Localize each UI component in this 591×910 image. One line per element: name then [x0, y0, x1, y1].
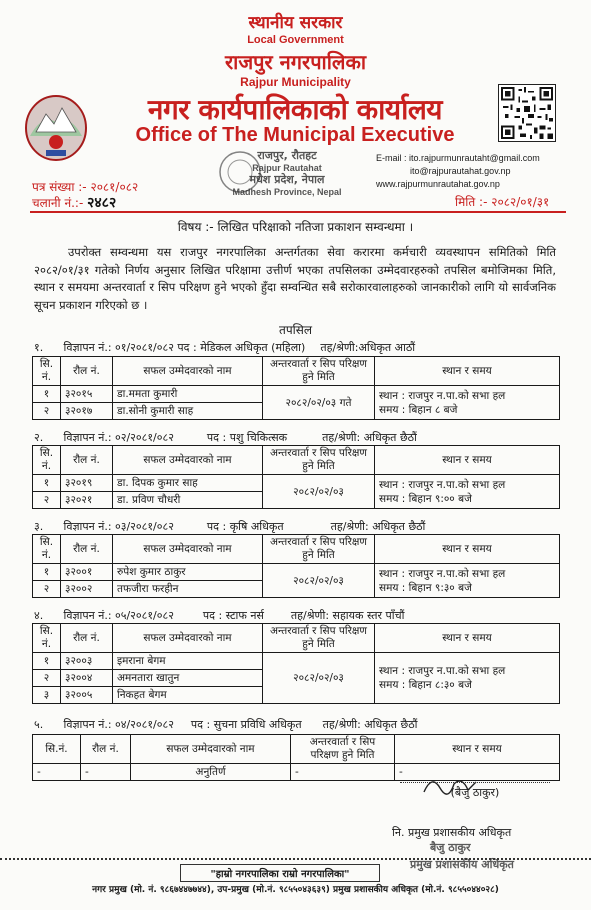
section-2-title	[34, 430, 417, 445]
cell-sn: २	[33, 581, 61, 598]
section-3-title	[34, 519, 425, 534]
table-header-row	[33, 446, 560, 475]
col-name: सफल उम्मेदवारको नाम	[113, 535, 263, 564]
col-roll: रौल नं.	[61, 357, 113, 386]
cell-roll: ३२०१५	[61, 386, 113, 403]
col-name: सफल उम्मेदवारको नाम	[113, 357, 263, 386]
qr-code-icon	[498, 84, 556, 142]
place-text: स्थान : राजपुर न.पा.को सभा हल	[379, 389, 506, 402]
col-roll: रौल नं.	[61, 624, 113, 653]
cell-name: निकहत बेगम	[113, 687, 263, 704]
section-2-pad: पद : पशु चिकित्सक	[206, 431, 288, 444]
table-row	[33, 653, 560, 670]
stamp-line-2: Rajpur Rautahat	[252, 163, 322, 173]
section-2-table	[32, 445, 560, 509]
section-5-taha: तह/श्रेणी: अधिकृत छैठौं	[322, 718, 418, 731]
col-place-time: स्थान र समय	[375, 446, 560, 475]
col-sn: सि. नं.	[33, 535, 61, 564]
cell-roll: ३२००३	[61, 653, 113, 670]
section-5-no: ५.	[34, 718, 44, 731]
table-row	[33, 475, 560, 492]
section-5-title	[34, 717, 417, 732]
letter-date: मिति :- २०८२/०१/३१	[455, 195, 550, 209]
time-text: समय : बिहान ९:३० बजे	[379, 581, 472, 594]
cell-place-time	[375, 386, 560, 420]
stamp-line-1: राजपुर, रौतहट	[257, 149, 317, 162]
chalani-number	[32, 193, 116, 212]
municipality-np: राजपुर नगरपालिका	[224, 50, 367, 74]
email-text: E-mail : ito.rajpurmunrautaht@gmail.com	[376, 153, 540, 163]
section-4-no: ४.	[34, 609, 44, 622]
cell-place-time	[375, 564, 560, 598]
footer-contacts: नगर प्रमुख (मो. नं. ९८६७४४७७४४), उप-प्रमुख (मो.नं. ९८५५०४३६३९) प्रमुख प्रशासकीय अधिकृत (मो.नं. ९८५५०४४०२८)	[92, 885, 499, 895]
cell-name: डा.ममता कुमारी	[113, 386, 263, 403]
cell-name: डा. दिपक कुमार साह	[113, 475, 263, 492]
cell-roll: ३२०१९	[61, 475, 113, 492]
cell-interview-date: २०८२/०२/०३ गते	[263, 386, 375, 420]
cell-name: डा. प्रविण चौधरी	[113, 492, 263, 509]
stamp-line-4: Madhesh Province, Nepal	[232, 187, 342, 197]
office-title-np: नगर कार्यपालिकाको कार्यालय	[147, 93, 443, 126]
table-header-row	[33, 735, 560, 764]
table-header-row	[33, 357, 560, 386]
local-government-en: Local Government	[247, 34, 344, 46]
section-5-vigyapan: विज्ञापन नं.: ०४/२०८१/०८२	[63, 718, 174, 731]
place-text: स्थान : राजपुर न.पा.को सभा हल	[379, 665, 506, 677]
col-interview: अन्तरवार्ता र सिप परिक्षण हुने मिति	[263, 535, 375, 564]
cell-place-time	[375, 653, 560, 704]
section-1-pad: पद : मेडिकल अधिकृत (महिला)	[177, 341, 306, 354]
section-4-title	[34, 608, 404, 623]
section-3-table	[32, 534, 560, 598]
section-3-vigyapan: विज्ञापन नं.: ०३/२०८१/०८२	[63, 520, 174, 533]
stamp-text	[232, 150, 342, 198]
cell-name: रुपेश कुमार ठाकुर	[113, 564, 263, 581]
contact-block	[376, 152, 540, 191]
section-1-title	[34, 340, 415, 355]
cell-sn: १	[33, 386, 61, 403]
tapasil-heading: तपसिल	[278, 323, 312, 337]
col-interview: अन्तरवार्ता र सिप परिक्षण हुने मिति	[291, 735, 395, 764]
col-interview: अन्तरवार्ता र सिप परिक्षण हुने मिति	[263, 624, 375, 653]
col-place-time: स्थान र समय	[375, 357, 560, 386]
cell-sn: २	[33, 403, 61, 420]
section-4-table	[32, 623, 560, 704]
municipality-en: Rajpur Municipality	[240, 75, 351, 89]
cell-interview-date: २०८२/०२/०३	[263, 564, 375, 598]
signature-block	[390, 782, 560, 800]
cell-interview-date: २०८२/०२/०३	[263, 653, 375, 704]
col-sn: सि. नं.	[33, 446, 61, 475]
col-place-time: स्थान र समय	[395, 735, 560, 764]
cell-name: इमराना बेगम	[113, 653, 263, 670]
cell-roll: ३२००२	[61, 581, 113, 598]
section-1-no: १.	[34, 341, 44, 354]
section-5-pad: पद : सुचना प्रविधि अधिकृत	[190, 718, 302, 731]
section-5-table	[32, 734, 560, 781]
section-2-no: २.	[34, 431, 44, 444]
office-title-en: Office of The Municipal Executive	[135, 124, 455, 146]
col-name: सफल उम्मेदवारको नाम	[131, 735, 291, 764]
section-4-pad: पद : स्टाफ नर्स	[202, 609, 264, 622]
place-text: स्थान : राजपुर न.पा.को सभा हल	[379, 567, 506, 580]
col-sn: सि.नं.	[33, 735, 81, 764]
footer-motto: "हाम्रो नगरपालिका राम्रो नगरपालिका"	[180, 864, 380, 882]
cell-roll: -	[81, 764, 131, 781]
cell-sn: २	[33, 670, 61, 687]
col-sn: सि. नं.	[33, 624, 61, 653]
section-1-table	[32, 356, 560, 420]
cell-sn: -	[33, 764, 81, 781]
table-row	[33, 564, 560, 581]
cell-roll: ३२००५	[61, 687, 113, 704]
email2-text: ito@rajpurautahat.gov.np	[410, 166, 511, 176]
local-government-np: स्थानीय सरकार	[248, 13, 343, 33]
table-header-row	[33, 624, 560, 653]
signatory-title: नि. प्रमुख प्रशासकीय अधिकृत	[392, 826, 512, 839]
section-1-taha: तह/श्रेणी:अधिकृत आठौं	[320, 341, 416, 354]
col-roll: रौल नं.	[61, 446, 113, 475]
header-divider	[30, 211, 566, 213]
place-text: स्थान : राजपुर न.पा.को सभा हल	[379, 478, 506, 491]
patra-sankhya: पत्र संख्या :- २०८१/०८२	[32, 180, 139, 194]
time-text: समय : बिहान ८:३० बजे	[379, 679, 472, 691]
section-4-vigyapan: विज्ञापन नं.: ०५/२०८१/०८२	[63, 609, 174, 622]
cell-sn: २	[33, 492, 61, 509]
cell-name: डा.सोनी कुमारी साह	[113, 403, 263, 420]
col-interview: अन्तरवार्ता र सिप परिक्षण हुने मिति	[263, 357, 375, 386]
section-1-vigyapan: विज्ञापन नं.: ०१/२०८१/०८२	[63, 341, 174, 354]
signatory-name: (बैजु ठाकुर)	[450, 786, 500, 799]
col-place-time: स्थान र समय	[375, 624, 560, 653]
stamp-title: प्रमुख प्रशासकीय अधिकृत	[410, 858, 514, 871]
cell-sn: ३	[33, 687, 61, 704]
chalani-label: चलानी नं.:-	[32, 196, 84, 210]
section-2-vigyapan: विज्ञापन नं.: ०२/२०८१/०८२	[63, 431, 174, 444]
website-text: www.rajpurmunrautahat.gov.np	[376, 179, 500, 189]
body-paragraph: उपरोक्त सम्वन्धमा यस राजपुर नगरपालिका अन्तर्गतका सेवा करारमा कर्मचारी व्यवस्थापन समितिको मिति २०८२/०१/३१ गतेको निर्णय अनुसार लिखित परिक्षामा उत्तीर्ण भएका तपसिलका उम्मेदवारहरुको तपसिल बमोजिमका मिति, स्थान र समयमा अन्तरवार्ता र सिप परिक्षण हुने भएको हुँदा सम्वन्धित सबै सरोकारवालाहरुको जानकारीको लागि यो सार्वजनिक सूचन प्रकाशन गरिएको छ ।	[34, 245, 556, 312]
section-3-no: ३.	[34, 520, 44, 533]
col-place-time: स्थान र समय	[375, 535, 560, 564]
cell-interview-date: -	[291, 764, 395, 781]
cell-roll: ३२००४	[61, 670, 113, 687]
table-row	[33, 386, 560, 403]
cell-name: तफजीरा फरहीन	[113, 581, 263, 598]
cell-roll: ३२००१	[61, 564, 113, 581]
cell-roll: ३२०१७	[61, 403, 113, 420]
section-2-taha: तह/श्रेणी: अधिकृत छैठौं	[322, 431, 417, 444]
cell-sn: १	[33, 653, 61, 670]
chalani-value: २४८२	[87, 195, 117, 211]
cell-place-time	[375, 475, 560, 509]
table-header-row	[33, 535, 560, 564]
col-name: सफल उम्मेदवारको नाम	[113, 446, 263, 475]
time-text: समय : बिहान ९:०० बजे	[379, 492, 472, 505]
stamp-name: बैजु ठाकुर	[430, 841, 471, 854]
table-row	[33, 764, 560, 781]
col-roll: रौल नं.	[81, 735, 131, 764]
cell-sn: १	[33, 564, 61, 581]
cell-place-time: -	[395, 764, 560, 781]
time-text: समय : बिहान ८ बजे	[379, 403, 458, 416]
cell-interview-date: २०८२/०२/०३	[263, 475, 375, 509]
subject-line: विषय :- लिखित परिक्षाको नतिजा प्रकाशन सम्वन्धमा ।	[177, 220, 414, 234]
section-3-taha: तह/श्रेणी: अधिकृत छैठौं	[330, 520, 426, 533]
cell-name: अनुतिर्ण	[131, 764, 291, 781]
stamp-line-3: मधेश प्रदेश, नेपाल	[249, 173, 325, 186]
section-4-taha: तह/श्रेणी: सहायक स्तर पाँचौं	[290, 609, 405, 622]
col-sn: सि. नं.	[33, 357, 61, 386]
signature-line	[400, 782, 550, 783]
cell-name: अमनतारा खातुन	[113, 670, 263, 687]
col-name: सफल उम्मेदवारको नाम	[113, 624, 263, 653]
col-roll: रौल नं.	[61, 535, 113, 564]
cell-roll: ३२०२१	[61, 492, 113, 509]
cell-sn: १	[33, 475, 61, 492]
col-interview: अन्तरवार्ता र सिप परिक्षण हुने मिति	[263, 446, 375, 475]
section-3-pad: पद : कृषि अधिकृत	[206, 520, 284, 533]
